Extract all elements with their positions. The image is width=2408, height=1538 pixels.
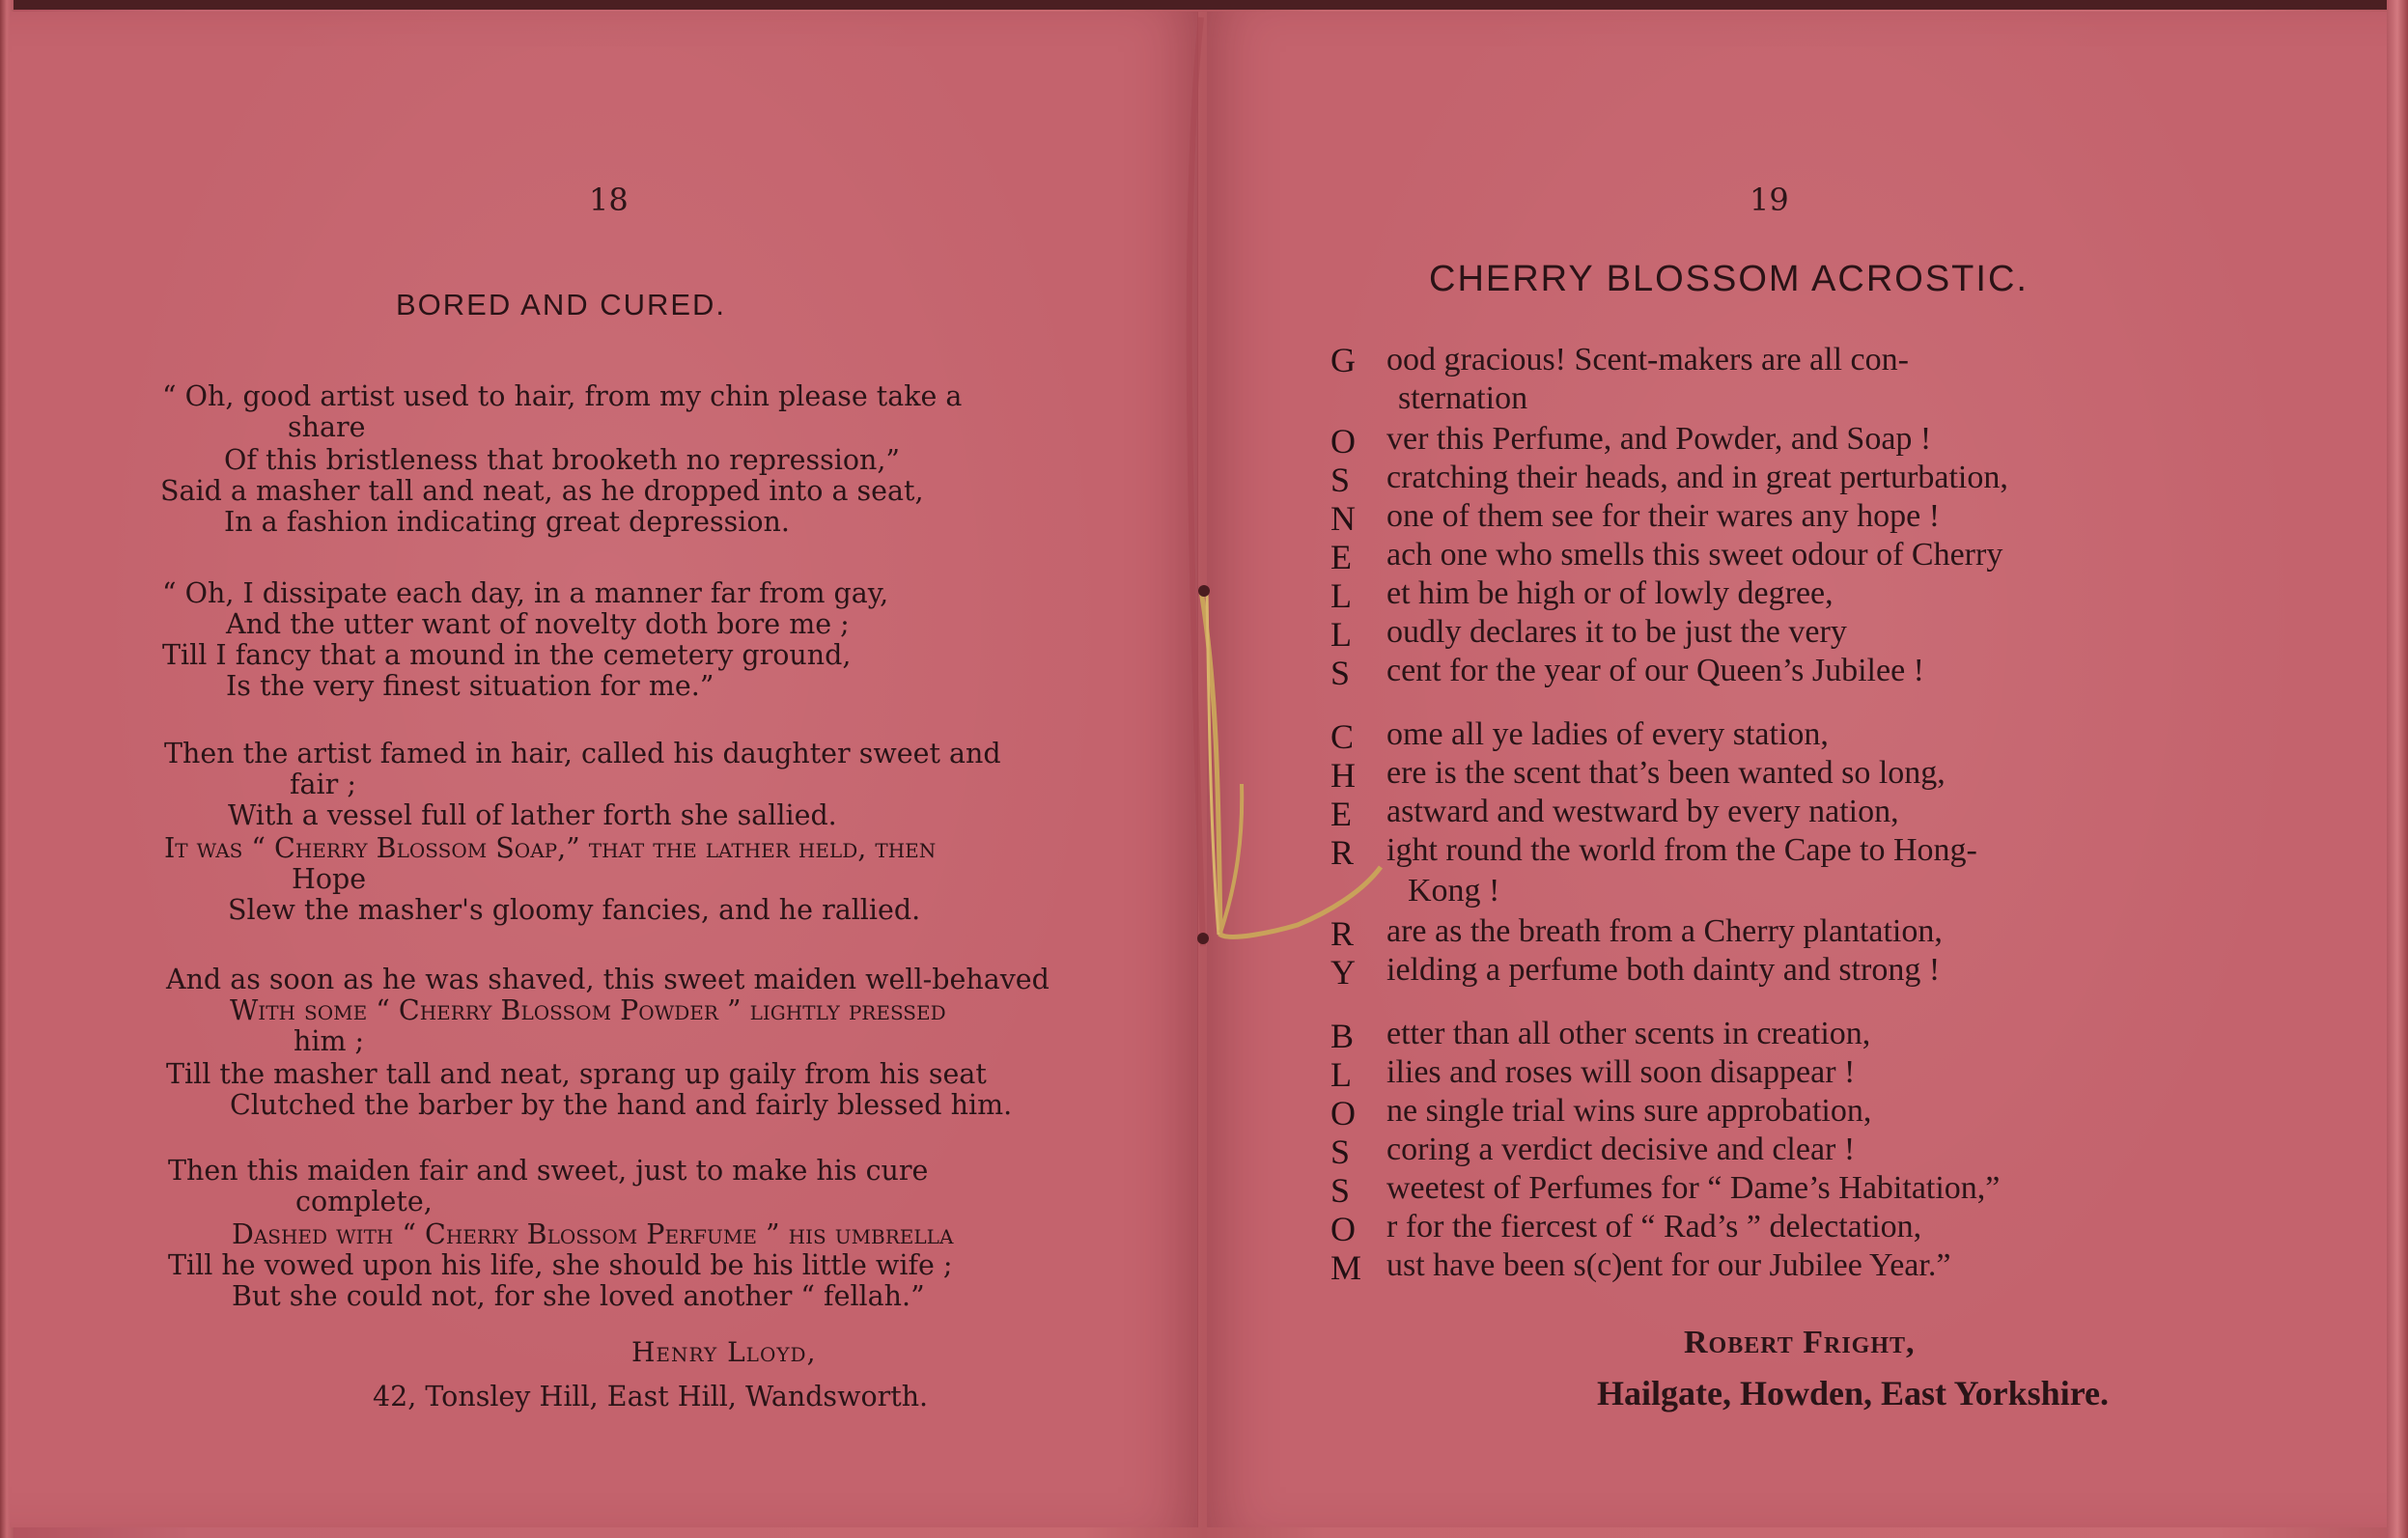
- acrostic-initial: G: [1330, 341, 1356, 379]
- author-address-right: Hailgate, Howden, East Yorkshire.: [1597, 1374, 2110, 1412]
- acrostic-line: sternation: [1398, 380, 1528, 416]
- poem-line: “ Oh, good artist used to hair, from my chin please take a: [162, 380, 963, 412]
- acrostic-line: ust have been s(c)ent for our Jubilee Year.”: [1386, 1247, 1951, 1283]
- acrostic-line: et him be high or of lowly degree,: [1386, 575, 1834, 611]
- poem-line: Of this bristleness that brooketh no repression,”: [224, 444, 900, 476]
- acrostic-line: ver this Perfume, and Powder, and Soap !: [1386, 421, 1932, 457]
- acrostic-initial: E: [1330, 538, 1352, 576]
- poem-line: And as soon as he was shaved, this sweet maiden well-behaved: [166, 964, 1050, 995]
- poem-line: complete,: [295, 1186, 433, 1217]
- poem-line: With a vessel full of lather forth she sallied.: [228, 799, 837, 831]
- acrostic-line: one of them see for their wares any hope !: [1386, 498, 1941, 534]
- poem-line: In a fashion indicating great depression.: [224, 506, 790, 538]
- poem-line: “ Oh, I dissipate each day, in a manner far from gay,: [162, 577, 889, 609]
- acrostic-initial: S: [1330, 461, 1351, 499]
- acrostic-line: cent for the year of our Queen’s Jubilee !: [1386, 653, 1924, 688]
- poem-line: Said a masher tall and neat, as he dropped into a seat,: [160, 475, 924, 507]
- poem-line: With some “ Cherry Blossom Powder ” lightly pressed: [230, 994, 946, 1026]
- acrostic-line: ood gracious! Scent-makers are all con-: [1386, 342, 1909, 378]
- poem-line: Hope: [292, 863, 367, 895]
- acrostic-initial: O: [1330, 1094, 1356, 1133]
- page-number-right: 19: [1750, 182, 1789, 218]
- acrostic-line: ne single trial wins sure approbation,: [1386, 1093, 1872, 1129]
- acrostic-initial: R: [1330, 914, 1355, 953]
- poem-line: Slew the masher's gloomy fancies, and he rallied.: [228, 894, 921, 926]
- acrostic-initial: O: [1330, 422, 1356, 461]
- acrostic-initial: L: [1330, 576, 1352, 615]
- acrostic-line: astward and westward by every nation,: [1386, 794, 1899, 829]
- poem-line: Till the masher tall and neat, sprang up gaily from his seat: [166, 1058, 987, 1090]
- acrostic-line: Kong !: [1408, 873, 1500, 909]
- acrostic-initial: H: [1330, 756, 1356, 795]
- poem-title-left: BORED AND CURED.: [396, 288, 727, 322]
- acrostic-line: oudly declares it to be just the very: [1386, 614, 1847, 650]
- acrostic-line: ach one who smells this sweet odour of Cherry: [1386, 537, 2003, 573]
- acrostic-initial: R: [1330, 833, 1355, 872]
- acrostic-initial: O: [1330, 1210, 1356, 1248]
- author-name-left: Henry Lloyd,: [631, 1336, 817, 1368]
- acrostic-line: are as the breath from a Cherry plantation,: [1386, 913, 1943, 949]
- poem-line: fair ;: [290, 769, 356, 800]
- acrostic-initial: M: [1330, 1248, 1362, 1287]
- author-name-right: Robert Fright,: [1684, 1325, 1916, 1360]
- acrostic-line: ere is the scent that’s been wanted so long,: [1386, 755, 1946, 791]
- acrostic-line: ielding a perfume both dainty and strong !: [1386, 952, 1941, 988]
- poem-title-right: CHERRY BLOSSOM ACROSTIC.: [1429, 259, 2029, 299]
- acrostic-initial: S: [1330, 654, 1351, 692]
- acrostic-line: ome all ye ladies of every station,: [1386, 716, 1829, 752]
- acrostic-line: r for the fiercest of “ Rad’s ” delectation,: [1386, 1209, 1922, 1244]
- acrostic-initial: E: [1330, 795, 1352, 833]
- poem-line: Then the artist famed in hair, called his daughter sweet and: [164, 738, 1001, 769]
- poem-line: It was “ Cherry Blossom Soap,” that the lather held, then: [164, 832, 937, 864]
- acrostic-initial: Y: [1330, 953, 1356, 992]
- acrostic-initial: S: [1330, 1133, 1351, 1171]
- acrostic-initial: N: [1330, 499, 1356, 538]
- acrostic-line: coring a verdict decisive and clear !: [1386, 1132, 1856, 1167]
- poem-line: Clutched the barber by the hand and fairly blessed him.: [230, 1089, 1013, 1121]
- acrostic-initial: C: [1330, 717, 1355, 756]
- acrostic-initial: L: [1330, 1055, 1352, 1094]
- poem-line: Then this maiden fair and sweet, just to make his cure: [168, 1155, 929, 1187]
- author-address-left: 42, Tonsley Hill, East Hill, Wandsworth.: [373, 1381, 929, 1412]
- poem-line: Dashed with “ Cherry Blossom Perfume ” his umbrella: [232, 1218, 954, 1250]
- poem-line: And the utter want of novelty doth bore me ;: [226, 608, 850, 640]
- page-number-left: 18: [589, 182, 629, 218]
- poem-line: him ;: [294, 1025, 365, 1057]
- poem-line: Till I fancy that a mound in the cemetery ground,: [162, 639, 852, 671]
- poem-line: share: [288, 411, 366, 443]
- poem-line: Is the very finest situation for me.”: [226, 670, 714, 702]
- acrostic-initial: B: [1330, 1017, 1355, 1055]
- acrostic-line: ight round the world from the Cape to Hong-: [1386, 832, 1977, 868]
- poem-line: But she could not, for she loved another “ fellah.”: [232, 1280, 925, 1312]
- acrostic-line: etter than all other scents in creation,: [1386, 1016, 1871, 1051]
- acrostic-line: ilies and roses will soon disappear !: [1386, 1054, 1856, 1090]
- acrostic-initial: S: [1330, 1171, 1351, 1210]
- acrostic-initial: L: [1330, 615, 1352, 654]
- poem-line: Till he vowed upon his life, she should be his little wife ;: [168, 1249, 953, 1281]
- acrostic-line: weetest of Perfumes for “ Dame’s Habitation,”: [1386, 1170, 2001, 1206]
- acrostic-line: cratching their heads, and in great perturbation,: [1386, 460, 2008, 495]
